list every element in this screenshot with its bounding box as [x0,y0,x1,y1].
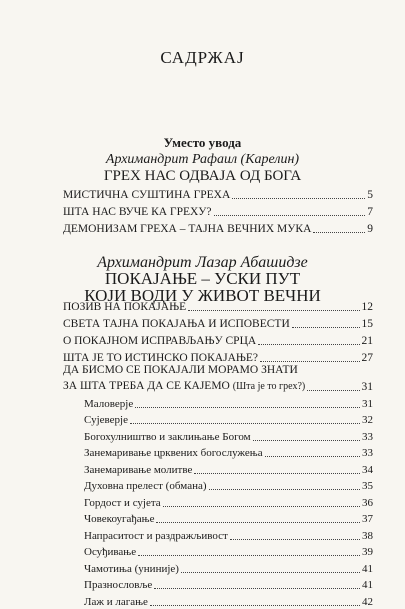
toc-subentry[interactable] [63,510,373,527]
toc-part1 [63,185,373,236]
toc-subentry[interactable] [63,411,373,428]
toc-subentry-title: Занемаривање молитве [84,463,193,476]
toc-subentry-page: 42 [362,595,373,608]
toc-entry[interactable] [63,185,373,202]
toc-subentry[interactable] [63,394,373,411]
toc-subentry-page: 39 [362,546,373,558]
toc-subentry[interactable] [63,526,373,543]
toc-subentry-title: Занемаривање црквених богослужења [84,447,263,459]
dot-leader [138,555,360,556]
toc-entry[interactable] [63,297,373,314]
toc-subentry[interactable] [63,576,373,593]
dot-leader [130,423,360,424]
dot-leader [163,506,360,507]
toc-entry-page: 27 [361,352,373,364]
toc-subentry-title: Духовна прелест (обмана) [84,480,207,492]
page-title: САДРЖАЈ [160,48,245,67]
toc-entry-title [63,379,305,394]
toc-subentry[interactable] [63,477,373,494]
toc-subentry[interactable] [63,592,373,609]
toc-subentry-title: Човекоугађање [84,513,155,525]
toc-entry-title: ДЕМОНИЗАМ ГРЕХА – ТАЈНА ВЕЧНИХ МУКА [63,223,312,235]
dot-leader [150,605,360,606]
toc-subentry-title: Богохулништво и заклињање Богом [84,430,251,443]
toc-part2 [63,297,373,609]
toc-entry-page: 5 [367,189,373,201]
toc-subentry-page: 32 [362,414,373,426]
toc-subentry-page: 31 [362,397,373,410]
dot-leader [135,407,360,408]
dot-leader [230,539,360,540]
toc-entry-title: ШТА НАС ВУЧЕ КА ГРЕХУ? [63,206,212,218]
dot-leader [265,456,360,457]
toc-subentry[interactable] [63,559,373,576]
toc-subentry-title: Празнословље [84,579,153,591]
dot-leader [292,327,360,328]
toc-entry-page: 7 [367,206,373,218]
toc-subentry[interactable] [63,493,373,510]
toc-subentry[interactable] [63,444,373,461]
dot-leader [307,390,359,391]
toc-entry[interactable] [63,377,373,394]
toc-subentry-title: Чамотиња (униније) [84,562,179,575]
intro-author: Архимандрит Рафаил (Карелин) [105,152,300,167]
dot-leader [253,440,360,441]
toc-subentry-title: Сујеверје [84,414,128,426]
dot-leader [181,572,360,573]
intro-label: Уместо увода [163,135,242,150]
toc-subentry-page: 33 [362,430,373,443]
dot-leader [258,344,359,345]
toc-subentry-page: 34 [362,463,373,476]
toc-entry-title: ШТА ЈЕ ТО ИСТИНСКО ПОКАЈАЊЕ? [63,352,259,364]
toc-subentry-title: Лаж и лагање [84,595,148,608]
toc-entry-page: 9 [367,223,373,235]
dot-leader [214,215,366,216]
toc-entry[interactable] [63,219,373,236]
toc-entry-title: МИСТИЧНА СУШТИНА ГРЕХА [63,189,231,201]
toc-subentry-title: Маловерје [84,397,134,410]
toc-subentry-title: Гордост и сујета [84,496,161,509]
intro-title: ГРЕХ НАС ОДВАЈА ОД БОГА [103,168,302,184]
toc-entry[interactable] [63,331,373,348]
toc-subentry-page: 41 [362,579,373,591]
toc-entry-line[interactable] [63,365,373,377]
toc-subentry[interactable] [63,427,373,444]
toc-entry[interactable] [63,202,373,219]
toc-entry-title-main: ЗА ШТА ТРЕБА ДА СЕ КАЈЕМО [63,380,230,392]
toc-entry-page: 12 [361,301,373,313]
dot-leader [156,522,360,523]
section2-title-line1: ПОКАЈАЊЕ – УСКИ ПУТ [104,269,301,288]
toc-entry-title: ДА БИСМО СЕ ПОКАЈАЛИ МОРАМО ЗНАТИ [63,364,298,376]
dot-leader [154,588,360,589]
toc-subentry-page: 33 [362,447,373,459]
toc-entry-title: ПОЗИВ НА ПОКАЈАЊЕ [63,301,187,313]
toc-entry-title: СВЕТА ТАЈНА ПОКАЈАЊА И ИСПОВЕСТИ [63,318,290,330]
dot-leader [260,361,359,362]
dot-leader [188,310,359,311]
dot-leader [232,198,365,199]
section2-title-line2: КОЈИ ВОДИ У ЖИВОТ ВЕЧНИ [84,286,321,305]
dot-leader [209,489,360,490]
dot-leader [194,473,360,474]
dot-leader [313,232,365,233]
toc-entry-page: 31 [361,381,373,393]
toc-subentry[interactable] [63,460,373,477]
toc-subentry-page: 35 [362,480,373,492]
toc-entry-title-note: (Шта је то грех?) [232,381,306,392]
toc-subentry-title: Напраситост и раздражљивост [84,529,228,542]
toc-entry-page: 15 [361,318,373,330]
toc-subentry-page: 38 [362,529,373,542]
toc-entry-title: О ПОКАЈНОМ ИСПРАВЉАЊУ СРЦА [63,335,257,347]
section2-author: Архимандрит Лазар Абашидзе [97,254,308,271]
toc-entry[interactable] [63,314,373,331]
toc-entry-page: 21 [361,335,373,347]
toc-subentry-page: 41 [362,562,373,575]
toc-subentry[interactable] [63,543,373,560]
toc-subentry-page: 36 [362,496,373,509]
toc-subentry-title: Осуђивање [84,546,137,558]
toc-subentry-page: 37 [362,513,373,525]
